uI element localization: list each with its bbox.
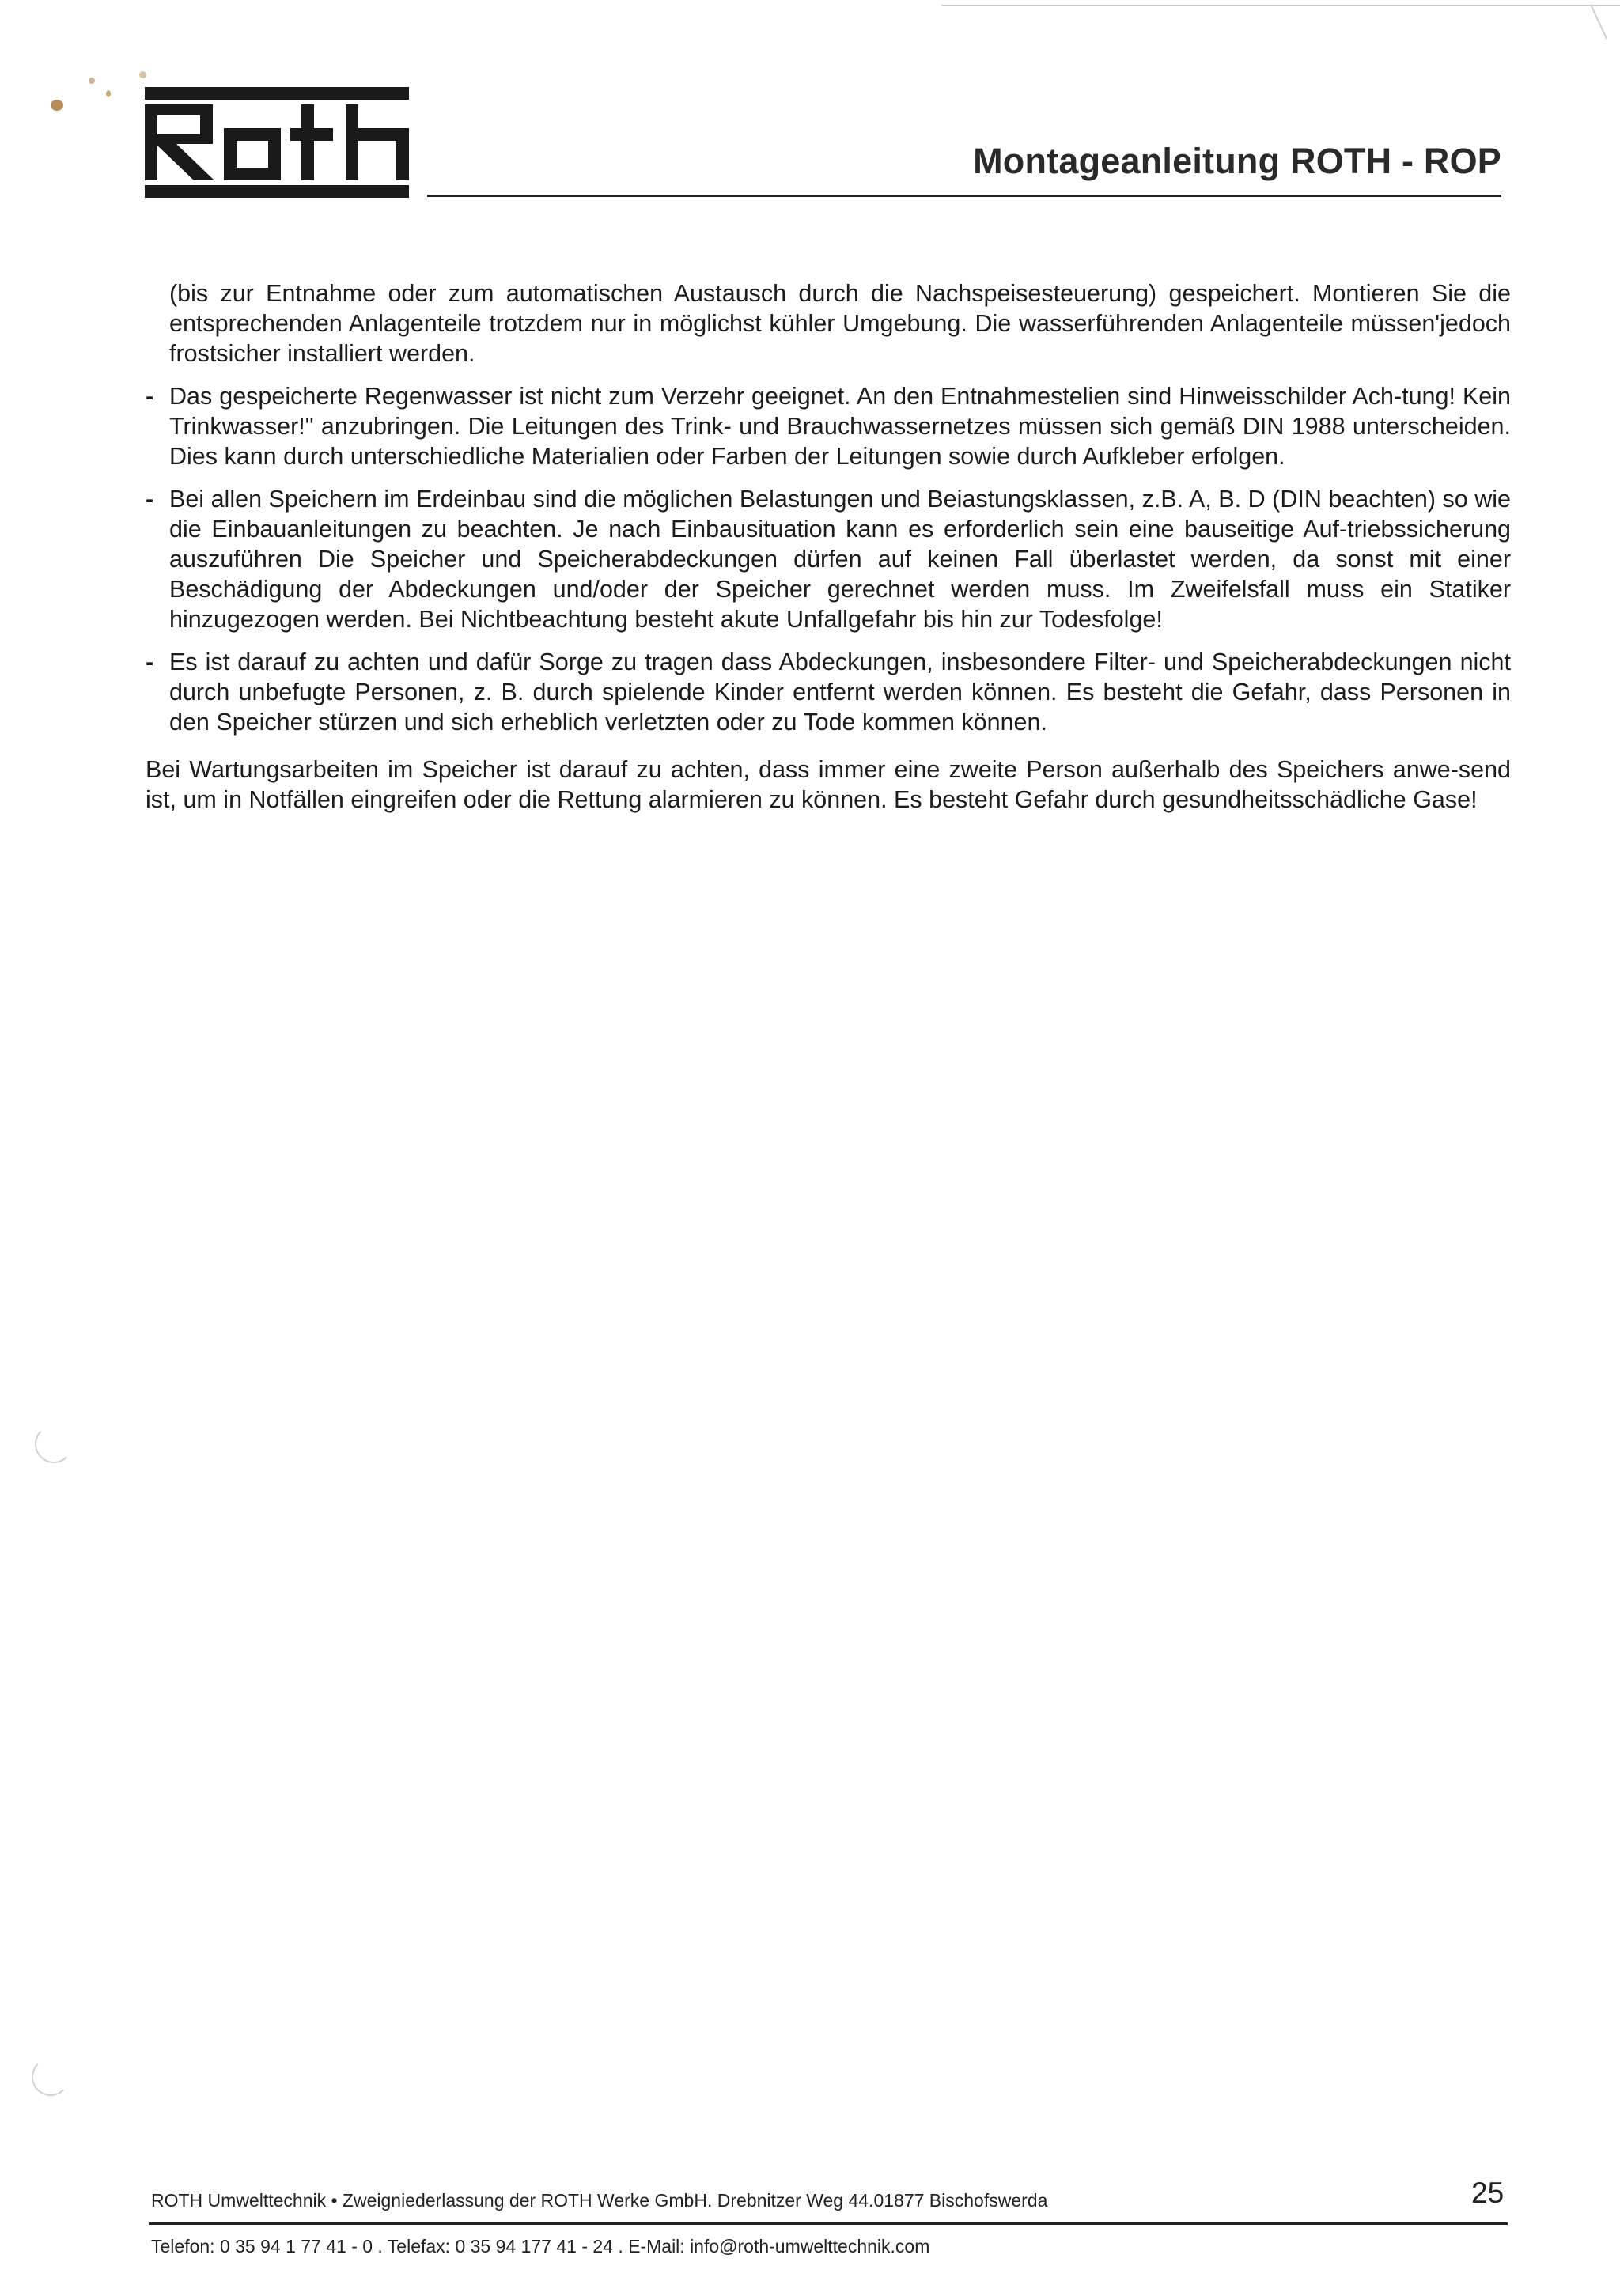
closing-paragraph: Bei Wartungsarbeiten im Speicher ist darauf zu achten, dass immer eine zweite Person außerhalb des Speichers anwe-send ist, um in Notfällen eingreifen oder die Rettung alarmieren zu können. Es besteht Gefahr durch gesundheitsschädliche Gase! <box>146 756 1511 813</box>
footer-contact: Telefon: 0 35 94 1 77 41 - 0 . Telefax: 0 35 94 177 41 - 24 . E-Mail: info@roth-umwelttechnik.com <box>151 2236 930 2256</box>
header-rule <box>427 195 1501 197</box>
page-number: 25 <box>1471 2177 1505 2209</box>
list-item <box>146 381 1511 471</box>
list-item <box>146 647 1511 737</box>
punch-hole-mark <box>32 2058 70 2096</box>
logo-bar-bottom <box>145 185 409 198</box>
document-body <box>146 278 1511 827</box>
list-bullet: - <box>146 486 154 513</box>
logo-bar-top <box>145 87 409 100</box>
scan-stain <box>51 100 63 111</box>
list-item-text: Bei allen Speichern im Erdeinbau sind die möglichen Belastungen und Beiastungsklassen, z.B. A, B. D (DIN beachten) so wie die Einbauanleitungen zu beachten. Je nach Einbausituation kann es erforderlich sein eine bauseitige Auf-triebssicherung auszuführen Die Speicher und Speicherabdeckungen dürfen auf keinen Fall überlastet werden, da sonst mit einer Beschädigung der Abdeckungen und/oder der Speicher gerechnet werden muss. Im Zweifelsfall muss ein Statiker hinzugezogen werden. Bei Nichtbeachtung besteht akute Unfallgefahr bis hin zur Todesfolge! <box>169 486 1511 633</box>
footer-rule <box>149 2222 1508 2225</box>
scan-stain <box>106 90 111 97</box>
document-title: Montageanleitung ROTH - ROP <box>973 141 1501 181</box>
scan-stain <box>89 78 95 84</box>
scan-edge-line <box>941 5 1620 6</box>
list-item <box>146 484 1511 634</box>
roth-logo <box>145 87 409 198</box>
punch-hole-mark <box>35 1425 73 1463</box>
intro-paragraph: (bis zur Entnahme oder zum automatischen Austausch durch die Nachspeisesteuerung) gespeichert. Montieren Sie die entsprechenden Anlagenteile trotzdem nur in möglichst kühler Umgebung. Die wasserführenden Anlagenteile müssen'jedoch frostsicher installiert werden. <box>169 280 1511 367</box>
list-item-text: Es ist darauf zu achten und dafür Sorge zu tragen dass Abdeckungen, insbesondere Filter- und Speicherabdeckungen nicht durch unbefugte Personen, z. B. durch spielende Kinder entfernt werden können. Es besteht die Gefahr, dass Personen in den Speicher stürzen und sich erheblich verletzten oder zu Tode kommen können. <box>169 649 1511 736</box>
logo-wordmark <box>145 104 409 180</box>
scan-stain <box>139 71 146 78</box>
list-item-text: Das gespeicherte Regenwasser ist nicht zum Verzehr geeignet. An den Entnahmestelien sind Hinweisschilder Ach-tung! Kein Trinkwasser!" anzubringen. Die Leitungen des Trink- und Brauchwassernetzes müssen sich gemäß DIN 1988 unterscheiden. Dies kann durch unterschiedliche Materialien oder Farben der Leitungen sowie durch Aufkleber erfolgen. <box>169 383 1511 470</box>
list-bullet: - <box>146 383 154 410</box>
footer-company: ROTH Umwelttechnik • Zweigniederlassung der ROTH Werke GmbH. Drebnitzer Weg 44.01877 Bischofswerda <box>151 2190 1048 2211</box>
scan-edge-line-corner <box>1590 4 1607 39</box>
list-bullet: - <box>146 649 154 675</box>
